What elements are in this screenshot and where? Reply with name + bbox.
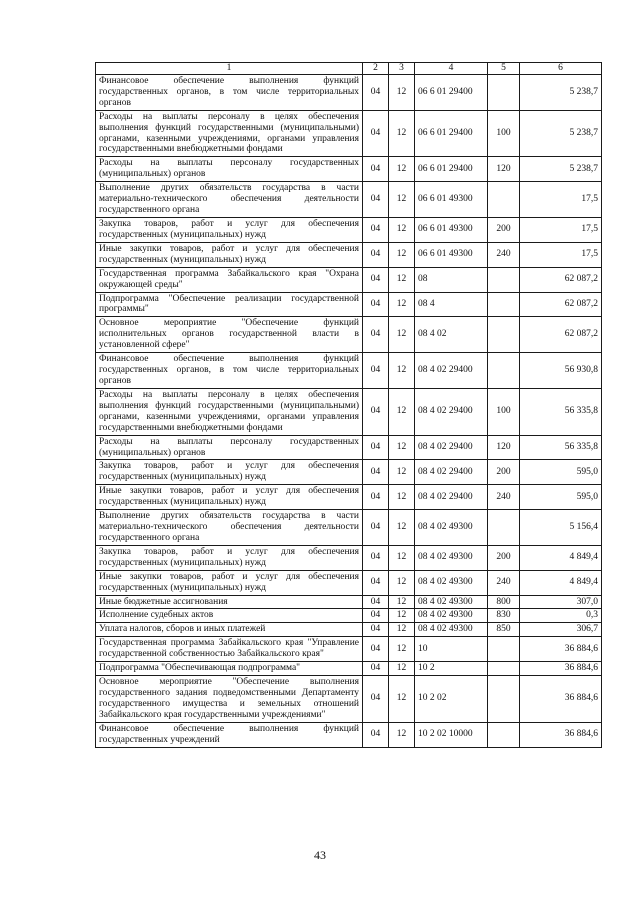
row-subsection-cell: 12 <box>389 460 415 485</box>
row-type-cell: 850 <box>488 623 520 637</box>
row-code-cell: 08 4 02 29400 <box>415 388 488 435</box>
row-section-cell: 04 <box>363 317 389 353</box>
row-subsection-cell: 12 <box>389 676 415 723</box>
table-row <box>96 485 602 510</box>
row-subsection-cell: 12 <box>389 74 415 110</box>
row-section-cell: 04 <box>363 388 389 435</box>
row-subsection-cell: 12 <box>389 292 415 317</box>
row-type-cell <box>488 182 520 218</box>
table-row <box>96 609 602 623</box>
row-name-cell: Закупка товаров, работ и услуг для обеспечения государственных (муниципальных) нужд <box>96 545 363 570</box>
table-row <box>96 353 602 389</box>
row-code-cell: 06 6 01 29400 <box>415 157 488 182</box>
row-name-cell: Выполнение других обязательств государства в части материально-технического обеспечения деятельности государственного органа <box>96 510 363 546</box>
row-section-cell: 04 <box>363 623 389 637</box>
row-section-cell: 04 <box>363 595 389 609</box>
header-cell: 1 <box>96 63 363 75</box>
row-amount-cell: 36 884,6 <box>520 722 602 747</box>
row-subsection-cell: 12 <box>389 110 415 157</box>
row-amount-cell: 62 087,2 <box>520 317 602 353</box>
row-type-cell: 120 <box>488 157 520 182</box>
row-subsection-cell: 12 <box>389 662 415 676</box>
row-type-cell: 100 <box>488 110 520 157</box>
table-row <box>96 74 602 110</box>
row-type-cell: 240 <box>488 242 520 267</box>
row-code-cell: 08 <box>415 267 488 292</box>
row-name-cell: Подпрограмма "Обеспечивающая подпрограмма" <box>96 662 363 676</box>
row-code-cell: 08 4 02 49300 <box>415 570 488 595</box>
header-row <box>96 63 602 75</box>
table-row <box>96 317 602 353</box>
row-amount-cell: 17,5 <box>520 182 602 218</box>
row-type-cell <box>488 292 520 317</box>
row-section-cell: 04 <box>363 242 389 267</box>
row-code-cell: 08 4 02 <box>415 317 488 353</box>
row-type-cell: 200 <box>488 217 520 242</box>
row-type-cell <box>488 662 520 676</box>
table-row <box>96 157 602 182</box>
row-section-cell: 04 <box>363 74 389 110</box>
row-subsection-cell: 12 <box>389 545 415 570</box>
row-section-cell: 04 <box>363 510 389 546</box>
row-section-cell: 04 <box>363 353 389 389</box>
row-amount-cell: 17,5 <box>520 217 602 242</box>
row-section-cell: 04 <box>363 460 389 485</box>
row-code-cell: 08 4 02 29400 <box>415 435 488 460</box>
row-type-cell <box>488 74 520 110</box>
row-section-cell: 04 <box>363 267 389 292</box>
row-code-cell: 08 4 02 29400 <box>415 485 488 510</box>
table-body <box>96 74 602 747</box>
row-subsection-cell: 12 <box>389 637 415 662</box>
row-code-cell: 06 6 01 49300 <box>415 242 488 267</box>
row-name-cell: Закупка товаров, работ и услуг для обеспечения государственных (муниципальных) нужд <box>96 460 363 485</box>
row-code-cell: 10 2 <box>415 662 488 676</box>
row-amount-cell: 595,0 <box>520 460 602 485</box>
row-name-cell: Закупка товаров, работ и услуг для обеспечения государственных (муниципальных) нужд <box>96 217 363 242</box>
row-amount-cell: 36 884,6 <box>520 637 602 662</box>
table-row <box>96 510 602 546</box>
row-name-cell: Иные бюджетные ассигнования <box>96 595 363 609</box>
row-section-cell: 04 <box>363 676 389 723</box>
row-code-cell: 08 4 02 49300 <box>415 623 488 637</box>
row-amount-cell: 56 335,8 <box>520 435 602 460</box>
table-row <box>96 388 602 435</box>
row-type-cell <box>488 317 520 353</box>
row-name-cell: Финансовое обеспечение выполнения функций государственных органов, в том числе территориальных органов <box>96 353 363 389</box>
row-name-cell: Иные закупки товаров, работ и услуг для обеспечения государственных (муниципальных) нужд <box>96 242 363 267</box>
row-type-cell: 200 <box>488 545 520 570</box>
row-code-cell: 08 4 <box>415 292 488 317</box>
row-name-cell: Уплата налогов, сборов и иных платежей <box>96 623 363 637</box>
row-name-cell: Основное мероприятие "Обеспечение функций исполнительных органов государственной власти в установленной сфере" <box>96 317 363 353</box>
row-name-cell: Исполнение судебных актов <box>96 609 363 623</box>
row-name-cell: Финансовое обеспечение выполнения функций государственных учреждений <box>96 722 363 747</box>
row-type-cell: 120 <box>488 435 520 460</box>
row-name-cell: Расходы на выплаты персоналу государственных (муниципальных) органов <box>96 435 363 460</box>
row-subsection-cell: 12 <box>389 435 415 460</box>
row-code-cell: 06 6 01 49300 <box>415 217 488 242</box>
row-type-cell <box>488 676 520 723</box>
row-code-cell: 08 4 02 49300 <box>415 609 488 623</box>
row-subsection-cell: 12 <box>389 267 415 292</box>
row-name-cell: Расходы на выплаты персоналу государственных (муниципальных) органов <box>96 157 363 182</box>
row-amount-cell: 5 238,7 <box>520 110 602 157</box>
table-row <box>96 545 602 570</box>
row-amount-cell: 5 238,7 <box>520 157 602 182</box>
row-amount-cell: 595,0 <box>520 485 602 510</box>
row-section-cell: 04 <box>363 217 389 242</box>
row-name-cell: Иные закупки товаров, работ и услуг для обеспечения государственных (муниципальных) нужд <box>96 485 363 510</box>
row-amount-cell: 4 849,4 <box>520 570 602 595</box>
table-row <box>96 623 602 637</box>
table-row <box>96 182 602 218</box>
row-amount-cell: 0,3 <box>520 609 602 623</box>
row-section-cell: 04 <box>363 545 389 570</box>
row-code-cell: 08 4 02 49300 <box>415 510 488 546</box>
row-type-cell <box>488 267 520 292</box>
row-code-cell: 08 4 02 29400 <box>415 353 488 389</box>
row-name-cell: Расходы на выплаты персоналу в целях обеспечения выполнения функций государственными (муниципальными) органами, казенными учреждениями, органами управления государственными внебюджетными фондами <box>96 110 363 157</box>
row-section-cell: 04 <box>363 485 389 510</box>
table-row <box>96 217 602 242</box>
row-section-cell: 04 <box>363 110 389 157</box>
header-cell: 6 <box>520 63 602 75</box>
row-section-cell: 04 <box>363 609 389 623</box>
row-type-cell <box>488 722 520 747</box>
row-subsection-cell: 12 <box>389 242 415 267</box>
row-subsection-cell: 12 <box>389 570 415 595</box>
row-code-cell: 08 4 02 49300 <box>415 595 488 609</box>
row-name-cell: Выполнение других обязательств государства в части материально-технического обеспечения деятельности государственного органа <box>96 182 363 218</box>
row-subsection-cell: 12 <box>389 510 415 546</box>
row-code-cell: 10 <box>415 637 488 662</box>
row-section-cell: 04 <box>363 570 389 595</box>
table-row <box>96 267 602 292</box>
table-row <box>96 595 602 609</box>
row-amount-cell: 36 884,6 <box>520 662 602 676</box>
row-amount-cell: 62 087,2 <box>520 292 602 317</box>
table-row <box>96 722 602 747</box>
row-code-cell: 06 6 01 29400 <box>415 74 488 110</box>
row-amount-cell: 5 238,7 <box>520 74 602 110</box>
row-section-cell: 04 <box>363 662 389 676</box>
row-code-cell: 08 4 02 29400 <box>415 460 488 485</box>
row-type-cell: 100 <box>488 388 520 435</box>
row-code-cell: 06 6 01 49300 <box>415 182 488 218</box>
row-name-cell: Государственная программа Забайкальского края "Управление государственной собственностью Забайкальского края" <box>96 637 363 662</box>
table-row <box>96 662 602 676</box>
row-code-cell: 08 4 02 49300 <box>415 545 488 570</box>
row-amount-cell: 306,7 <box>520 623 602 637</box>
header-cell: 4 <box>415 63 488 75</box>
header-cell: 5 <box>488 63 520 75</box>
row-name-cell: Расходы на выплаты персоналу в целях обеспечения выполнения функций государственными (муниципальными) органами, казенными учреждениями, органами управления государственными внебюджетными фондами <box>96 388 363 435</box>
row-amount-cell: 307,0 <box>520 595 602 609</box>
row-section-cell: 04 <box>363 435 389 460</box>
table-row <box>96 570 602 595</box>
row-code-cell: 10 2 02 <box>415 676 488 723</box>
row-subsection-cell: 12 <box>389 623 415 637</box>
row-section-cell: 04 <box>363 722 389 747</box>
row-subsection-cell: 12 <box>389 317 415 353</box>
row-type-cell: 240 <box>488 485 520 510</box>
table-row <box>96 110 602 157</box>
row-amount-cell: 5 156,4 <box>520 510 602 546</box>
table-row <box>96 676 602 723</box>
row-type-cell: 830 <box>488 609 520 623</box>
row-amount-cell: 56 930,8 <box>520 353 602 389</box>
row-type-cell <box>488 353 520 389</box>
row-section-cell: 04 <box>363 292 389 317</box>
row-subsection-cell: 12 <box>389 157 415 182</box>
row-type-cell <box>488 510 520 546</box>
row-name-cell: Основное мероприятие "Обеспечение выполнения государственного задания подведомственными Департаменту государственного имущества и земельных отношений Забайкальского края государственными учреждениями" <box>96 676 363 723</box>
row-section-cell: 04 <box>363 157 389 182</box>
row-subsection-cell: 12 <box>389 722 415 747</box>
row-section-cell: 04 <box>363 182 389 218</box>
row-amount-cell: 56 335,8 <box>520 388 602 435</box>
row-subsection-cell: 12 <box>389 595 415 609</box>
header-cell: 3 <box>389 63 415 75</box>
row-name-cell: Финансовое обеспечение выполнения функций государственных органов, в том числе территориальных органов <box>96 74 363 110</box>
row-amount-cell: 62 087,2 <box>520 267 602 292</box>
row-name-cell: Подпрограмма "Обеспечение реализации государственной программы" <box>96 292 363 317</box>
row-name-cell: Государственная программа Забайкальского края "Охрана окружающей среды" <box>96 267 363 292</box>
table-row <box>96 435 602 460</box>
row-amount-cell: 36 884,6 <box>520 676 602 723</box>
row-subsection-cell: 12 <box>389 353 415 389</box>
row-amount-cell: 17,5 <box>520 242 602 267</box>
header-cell: 2 <box>363 63 389 75</box>
row-amount-cell: 4 849,4 <box>520 545 602 570</box>
row-type-cell: 800 <box>488 595 520 609</box>
row-name-cell: Иные закупки товаров, работ и услуг для обеспечения государственных (муниципальных) нужд <box>96 570 363 595</box>
table-row <box>96 242 602 267</box>
row-code-cell: 06 6 01 29400 <box>415 110 488 157</box>
row-subsection-cell: 12 <box>389 485 415 510</box>
row-code-cell: 10 2 02 10000 <box>415 722 488 747</box>
row-type-cell <box>488 637 520 662</box>
row-type-cell: 200 <box>488 460 520 485</box>
table-row <box>96 637 602 662</box>
table-row <box>96 292 602 317</box>
page-number: 43 <box>314 848 326 862</box>
table-row <box>96 460 602 485</box>
row-subsection-cell: 12 <box>389 182 415 218</box>
row-subsection-cell: 12 <box>389 217 415 242</box>
row-type-cell: 240 <box>488 570 520 595</box>
row-subsection-cell: 12 <box>389 609 415 623</box>
row-section-cell: 04 <box>363 637 389 662</box>
budget-table <box>95 62 602 748</box>
row-subsection-cell: 12 <box>389 388 415 435</box>
